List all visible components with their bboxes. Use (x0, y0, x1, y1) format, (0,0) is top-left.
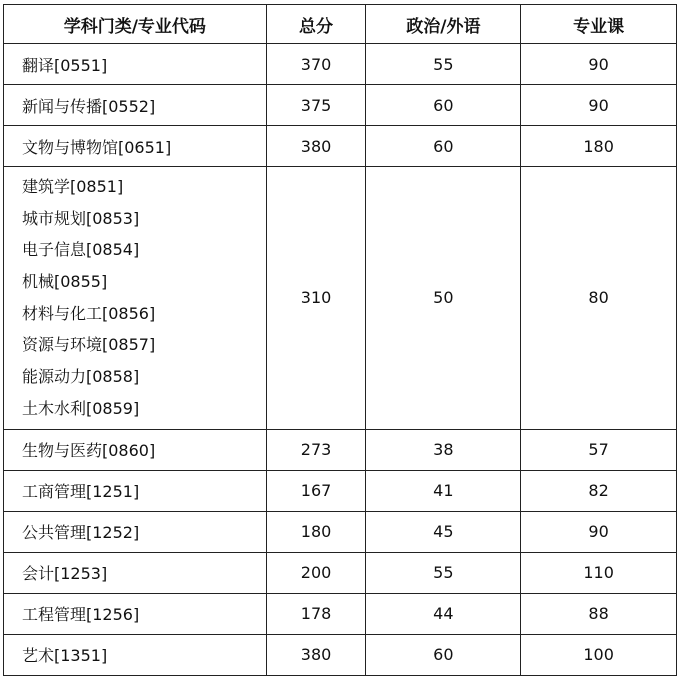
total-score-cell: 178 (266, 593, 366, 634)
subject-label: 生物与医药[0860] (22, 441, 156, 460)
subject-label: 资源与环境[0857] (22, 335, 156, 355)
subject-label: 能源动力[0858] (22, 367, 140, 387)
subject-cell (4, 593, 267, 634)
politics-language-cell: 50 (366, 167, 521, 430)
table-row (4, 85, 677, 126)
subject-label: 会计[1253] (22, 564, 108, 583)
header-total: 总分 (266, 5, 366, 44)
subject-label: 建筑学[0851] (22, 177, 124, 196)
total-score-cell: 380 (266, 126, 366, 167)
total-score-cell: 167 (266, 470, 366, 511)
subject-cell (4, 126, 267, 167)
politics-language-cell: 44 (366, 593, 521, 634)
subject-label: 艺术[1351] (22, 646, 108, 665)
major-course-cell: 110 (521, 552, 677, 593)
major-course-cell: 90 (521, 44, 677, 85)
header-major-course: 专业课 (521, 5, 677, 44)
politics-language-cell: 55 (366, 552, 521, 593)
score-table (3, 4, 677, 676)
subject-label: 工程管理[1256] (22, 605, 140, 624)
major-course-cell: 90 (521, 85, 677, 126)
subject-label: 土木水利[0859] (22, 398, 140, 418)
table-row (4, 593, 677, 634)
subject-label: 电子信息[0854] (22, 240, 140, 260)
table-row (4, 470, 677, 511)
subject-cell (4, 85, 267, 126)
subject-label: 翻译[0551] (22, 55, 108, 75)
subject-cell (4, 552, 267, 593)
major-course-cell: 82 (521, 470, 677, 511)
major-course-cell: 88 (521, 593, 677, 634)
table-row (4, 44, 677, 85)
subject-cell (4, 634, 267, 675)
subject-cell (4, 429, 267, 470)
table-row (4, 634, 677, 675)
subject-cell (4, 470, 267, 511)
subject-label: 城市规划[0853] (22, 208, 140, 228)
politics-language-cell: 60 (366, 126, 521, 167)
subject-cell (4, 44, 267, 85)
table-row (4, 552, 677, 593)
table-row (4, 429, 677, 470)
politics-language-cell: 45 (366, 511, 521, 552)
subject-cell (4, 511, 267, 552)
subject-cell (4, 167, 267, 430)
total-score-cell: 370 (266, 44, 366, 85)
header-subject: 学科门类/专业代码 (4, 5, 267, 44)
header-politics-language: 政治/外语 (366, 5, 521, 44)
subject-label: 新闻与传播[0552] (22, 96, 156, 116)
politics-language-cell: 55 (366, 44, 521, 85)
subject-label: 工商管理[1251] (22, 482, 140, 501)
major-course-cell: 100 (521, 634, 677, 675)
table-row (4, 126, 677, 167)
major-course-cell: 80 (521, 167, 677, 430)
major-course-cell: 57 (521, 429, 677, 470)
subject-label: 机械[0855] (22, 272, 108, 292)
total-score-cell: 200 (266, 552, 366, 593)
politics-language-cell: 41 (366, 470, 521, 511)
subject-label: 文物与博物馆[0651] (22, 137, 172, 157)
politics-language-cell: 60 (366, 634, 521, 675)
politics-language-cell: 60 (366, 85, 521, 126)
total-score-cell: 310 (266, 167, 366, 430)
table-row (4, 511, 677, 552)
header-row (4, 5, 677, 44)
total-score-cell: 375 (266, 85, 366, 126)
major-course-cell: 180 (521, 126, 677, 167)
major-course-cell: 90 (521, 511, 677, 552)
total-score-cell: 380 (266, 634, 366, 675)
table-row (4, 167, 677, 430)
total-score-cell: 273 (266, 429, 366, 470)
politics-language-cell: 38 (366, 429, 521, 470)
total-score-cell: 180 (266, 511, 366, 552)
subject-label: 材料与化工[0856] (22, 303, 156, 323)
subject-label: 公共管理[1252] (22, 523, 140, 542)
